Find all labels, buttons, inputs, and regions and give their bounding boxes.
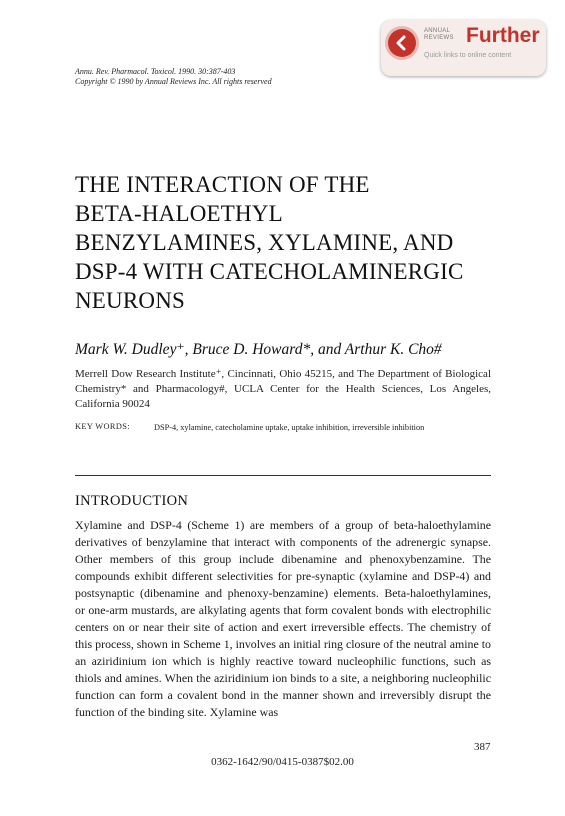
article-title <box>75 170 505 315</box>
publisher-logo-text <box>424 28 464 42</box>
affiliation: Merrell Dow Research Institute⁺, Cincinnati, Ohio 45215, and The Department of Biological Chemistry* and Pharmacology#, UCLA Center for the Health Sciences, Los Angeles, California 90024 <box>75 368 491 410</box>
badge-tagline: Quick links to online content <box>424 52 512 59</box>
title-line-5: NEURONS <box>75 288 186 313</box>
copyright-line: Copyright © 1990 by Annual Reviews Inc. All rights reserved <box>75 77 272 86</box>
introduction-heading: INTRODUCTION <box>75 493 189 509</box>
title-line-1: THE INTERACTION OF THE <box>75 172 370 197</box>
section-divider <box>75 475 491 476</box>
arrow-left-icon <box>388 29 416 57</box>
publisher-line-2: REVIEWS <box>424 35 454 41</box>
keywords-label: KEY WORDS: <box>75 422 130 431</box>
title-line-2: BETA-HALOETHYL <box>75 201 283 226</box>
introduction-paragraph: Xylamine and DSP-4 (Scheme 1) are members of a group of beta-haloethylamine derivatives of benzylamine that interact with components of the adrenergic synapse. Other members of this group include dibenamine and phenoxybenzamine. The compounds exhibit different selectivities for pre-synaptic (xylamine and DSP-4) and postsynaptic (dibenamine and phenoxy-benzamine) elements. Beta-haloethylamines, or one-arm mustards, are alkylating agents that form covalent bonds with electrophilic centers on or near their site of action and exert irreversible effects. The chemistry of this process, shown in Scheme 1, involves an initial ring closure of the neutral amine to an aziridinium ion which is highly reactive toward nucleophilic functions, such as thiols and amines. When the aziridinium ion binds to a site, a neighboring nucleophilic function can form a covalent bond in the manner shown and irreversibly disrupt the function of the binding site. Xylamine was <box>75 518 491 719</box>
publisher-line-1: ANNUAL <box>424 28 451 34</box>
article-code: 0362-1642/90/0415-0387$02.00 <box>211 756 354 768</box>
further-brand: Further <box>466 24 540 47</box>
citation-line-1: Annu. Rev. Pharmacol. Toxicol. 1990. 30:387-403 <box>75 67 236 76</box>
page-number: 387 <box>474 741 491 753</box>
title-line-4: DSP-4 WITH CATECHOLAMINERGIC <box>75 259 464 284</box>
further-badge[interactable] <box>381 20 546 76</box>
title-line-3: BENZYLAMINES, XYLAMINE, AND <box>75 230 454 255</box>
keywords-text: DSP-4, xylamine, catecholamine uptake, uptake inhibition, irreversible inhibition <box>154 423 425 432</box>
author-list: Mark W. Dudley⁺, Bruce D. Howard*, and Arthur K. Cho# <box>75 341 442 358</box>
journal-citation <box>75 67 272 87</box>
